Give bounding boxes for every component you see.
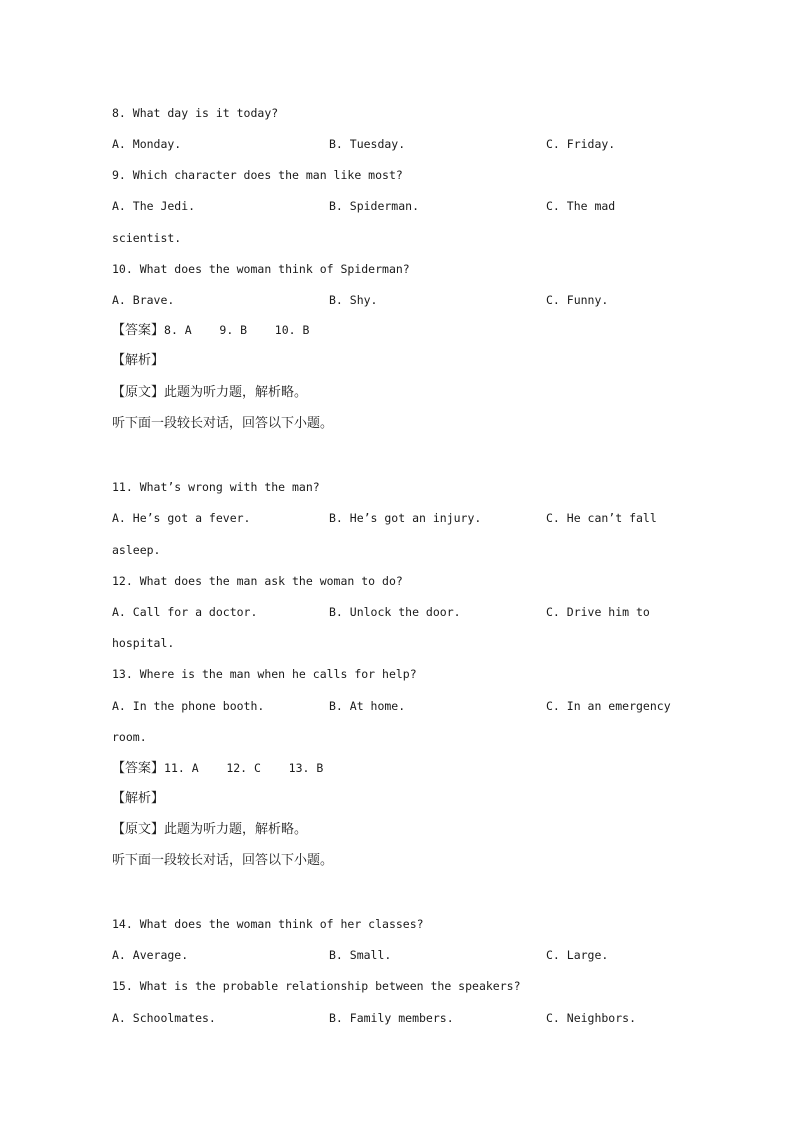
next-instruction-1: 听下面一段较长对话，回答以下小题。 bbox=[112, 416, 334, 431]
source-line-2 bbox=[112, 820, 307, 840]
option-a: A. Brave. bbox=[112, 293, 175, 307]
option-a: A. The Jedi. bbox=[112, 199, 196, 213]
option-b: B. At home. bbox=[329, 699, 406, 713]
answer-label: 【答案】 bbox=[112, 323, 165, 338]
option-a: A. Call for a doctor. bbox=[112, 605, 258, 619]
question-stem-13: 13. Where is the man when he calls for help? bbox=[112, 667, 417, 681]
option-c: C. He can’t fall bbox=[546, 511, 657, 525]
question-stem-9: 9. Which character does the man like most? bbox=[112, 168, 403, 182]
option-b: B. Family members. bbox=[329, 1011, 454, 1025]
source-text: 此题为听力题，解析略。 bbox=[164, 385, 308, 400]
source-label: 【原文】 bbox=[112, 822, 165, 837]
option-a: A. He’s got a fever. bbox=[112, 511, 251, 525]
answer-line-2 bbox=[112, 758, 323, 778]
question-stem-8: 8. What day is it today? bbox=[112, 106, 279, 120]
option-a: A. Average. bbox=[112, 948, 189, 962]
option-c: C. The mad bbox=[546, 199, 616, 213]
source-text: 此题为听力题，解析略。 bbox=[164, 822, 308, 837]
option-c: C. Friday. bbox=[546, 137, 616, 151]
analysis-label-2: 【解析】 bbox=[112, 791, 165, 806]
option-c: C. Funny. bbox=[546, 293, 609, 307]
source-line-1 bbox=[112, 383, 307, 403]
source-label: 【原文】 bbox=[112, 385, 165, 400]
option-b: B. Shy. bbox=[329, 293, 378, 307]
option-b: B. He’s got an injury. bbox=[329, 511, 482, 525]
question-stem-11: 11. What’s wrong with the man? bbox=[112, 480, 320, 494]
answer-values: 8. A 9. B 10. B bbox=[164, 323, 310, 337]
option-b: B. Small. bbox=[329, 948, 392, 962]
option-a: A. Schoolmates. bbox=[112, 1011, 216, 1025]
option-b: B. Spiderman. bbox=[329, 199, 420, 213]
option-b: B. Unlock the door. bbox=[329, 605, 461, 619]
question-stem-15: 15. What is the probable relationship between the speakers? bbox=[112, 979, 521, 993]
option-c: C. Large. bbox=[546, 948, 609, 962]
next-instruction-2: 听下面一段较长对话，回答以下小题。 bbox=[112, 853, 334, 868]
answer-line-1 bbox=[112, 320, 309, 340]
option-c: C. Neighbors. bbox=[546, 1011, 637, 1025]
question-stem-14: 14. What does the woman think of her classes? bbox=[112, 917, 424, 931]
analysis-label-1: 【解析】 bbox=[112, 353, 165, 368]
option-c: C. In an emergency bbox=[546, 699, 671, 713]
option-c: C. Drive him to bbox=[546, 605, 650, 619]
answer-values: 11. A 12. C 13. B bbox=[164, 761, 324, 775]
option-continuation-12: hospital. bbox=[112, 636, 175, 650]
answer-label: 【答案】 bbox=[112, 761, 165, 776]
question-stem-12: 12. What does the man ask the woman to do? bbox=[112, 574, 403, 588]
option-b: B. Tuesday. bbox=[329, 137, 406, 151]
question-stem-10: 10. What does the woman think of Spiderman? bbox=[112, 262, 410, 276]
option-continuation-9: scientist. bbox=[112, 231, 182, 245]
option-continuation-11: asleep. bbox=[112, 543, 161, 557]
option-a: A. In the phone booth. bbox=[112, 699, 265, 713]
option-a: A. Monday. bbox=[112, 137, 182, 151]
option-continuation-13: room. bbox=[112, 730, 147, 744]
